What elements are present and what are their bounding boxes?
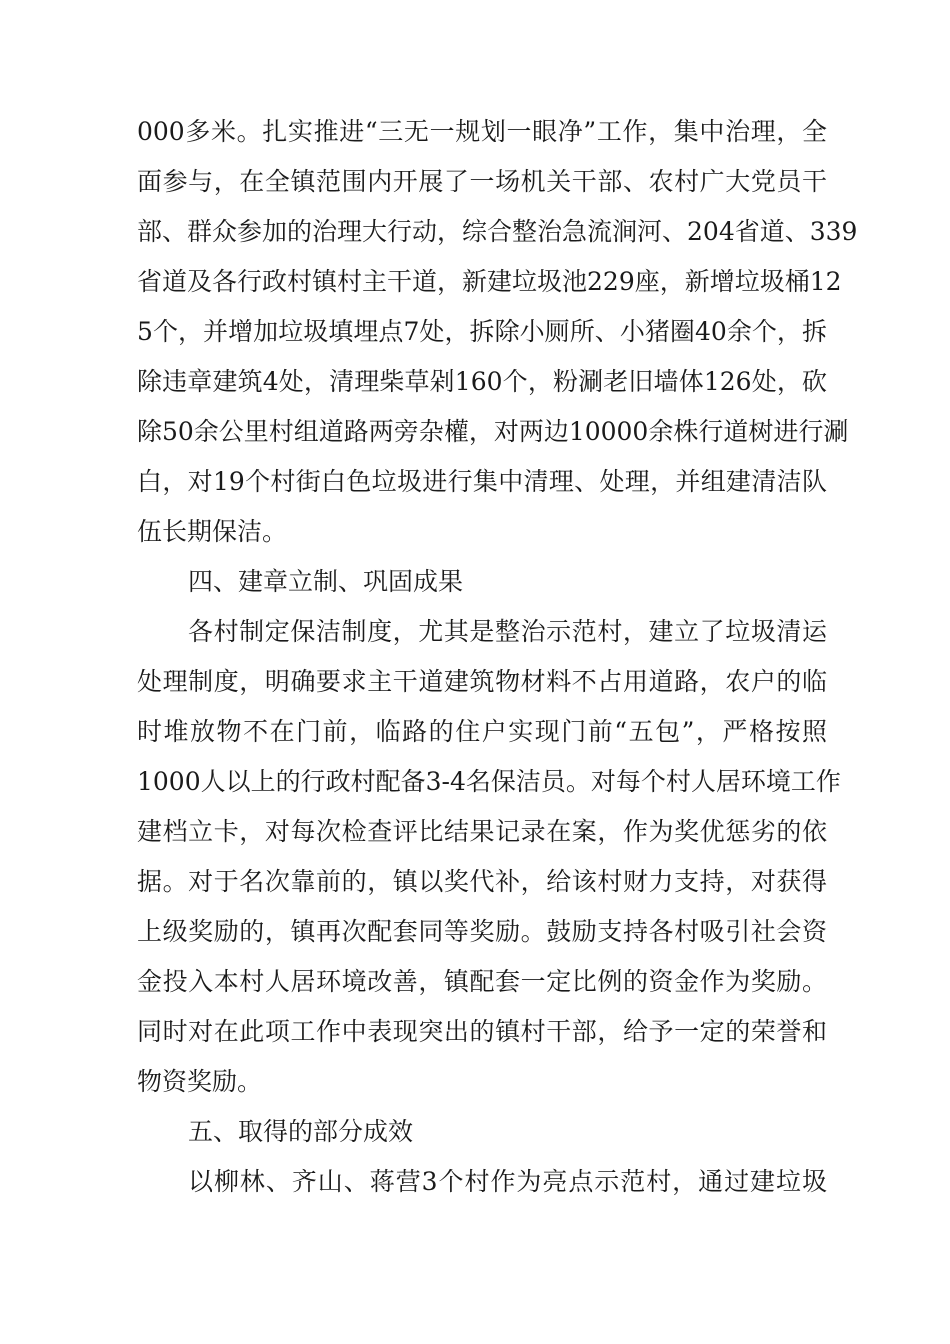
text-line: 时堆放物不在门前，临路的住户实现门前“五包”，严格按照 [137, 717, 827, 746]
text-line: 上级奖励的，镇再次配套同等奖励。鼓励支持各村吸引社会资 [137, 917, 827, 946]
text-line: 1000人以上的行政村配备3-4名保洁员。对每个村人居环境工作 [137, 767, 841, 796]
text-line: 建档立卡，对每次检查评比结果记录在案，作为奖优惩劣的依 [137, 817, 827, 846]
text-line: 同时对在此项工作中表现突出的镇村干部，给予一定的荣誉和 [137, 1017, 827, 1046]
section-heading-4: 四、建章立制、巩固成果 [188, 567, 464, 596]
text-line: 各村制定保洁制度，尤其是整治示范村，建立了垃圾清运 [188, 617, 827, 646]
text-line: 白，对19个村街白色垃圾进行集中清理、处理，并组建清洁队 [137, 467, 827, 496]
text-line: 物资奖励。 [137, 1067, 263, 1096]
text-line: 以柳林、齐山、蒋营3个村作为亮点示范村，通过建垃圾 [188, 1167, 827, 1196]
text-line: 除违章建筑4处，清理柴草剁160个，粉涮老旧墙体126处，砍 [137, 367, 827, 396]
text-line: 省道及各行政村镇村主干道，新建垃圾池229座，新增垃圾桶12 [137, 267, 842, 296]
text-line: 金投入本村人居环境改善，镇配套一定比例的资金作为奖励。 [137, 967, 827, 996]
text-line: 部、群众参加的治理大行动，综合整治急流涧河、204省道、339 [137, 217, 858, 246]
text-line: 除50余公里村组道路两旁杂權，对两边10000余株行道树进行涮 [137, 417, 849, 446]
text-line: 伍长期保洁。 [137, 517, 288, 546]
text-line: 据。对于名次靠前的，镇以奖代补，给该村财力支持，对获得 [137, 867, 827, 896]
section-heading-5: 五、取得的部分成效 [188, 1117, 414, 1146]
text-line: 5个，并增加垃圾填埋点7处，拆除小厕所、小猪圈40余个，拆 [137, 317, 827, 346]
text-line: 000多米。扎实推进“三无一规划一眼净”工作，集中治理，全 [137, 117, 827, 146]
text-line: 处理制度，明确要求主干道建筑物材料不占用道路，农户的临 [137, 667, 827, 696]
text-line: 面参与，在全镇范围内开展了一场机关干部、农村广大党员干 [137, 167, 827, 196]
